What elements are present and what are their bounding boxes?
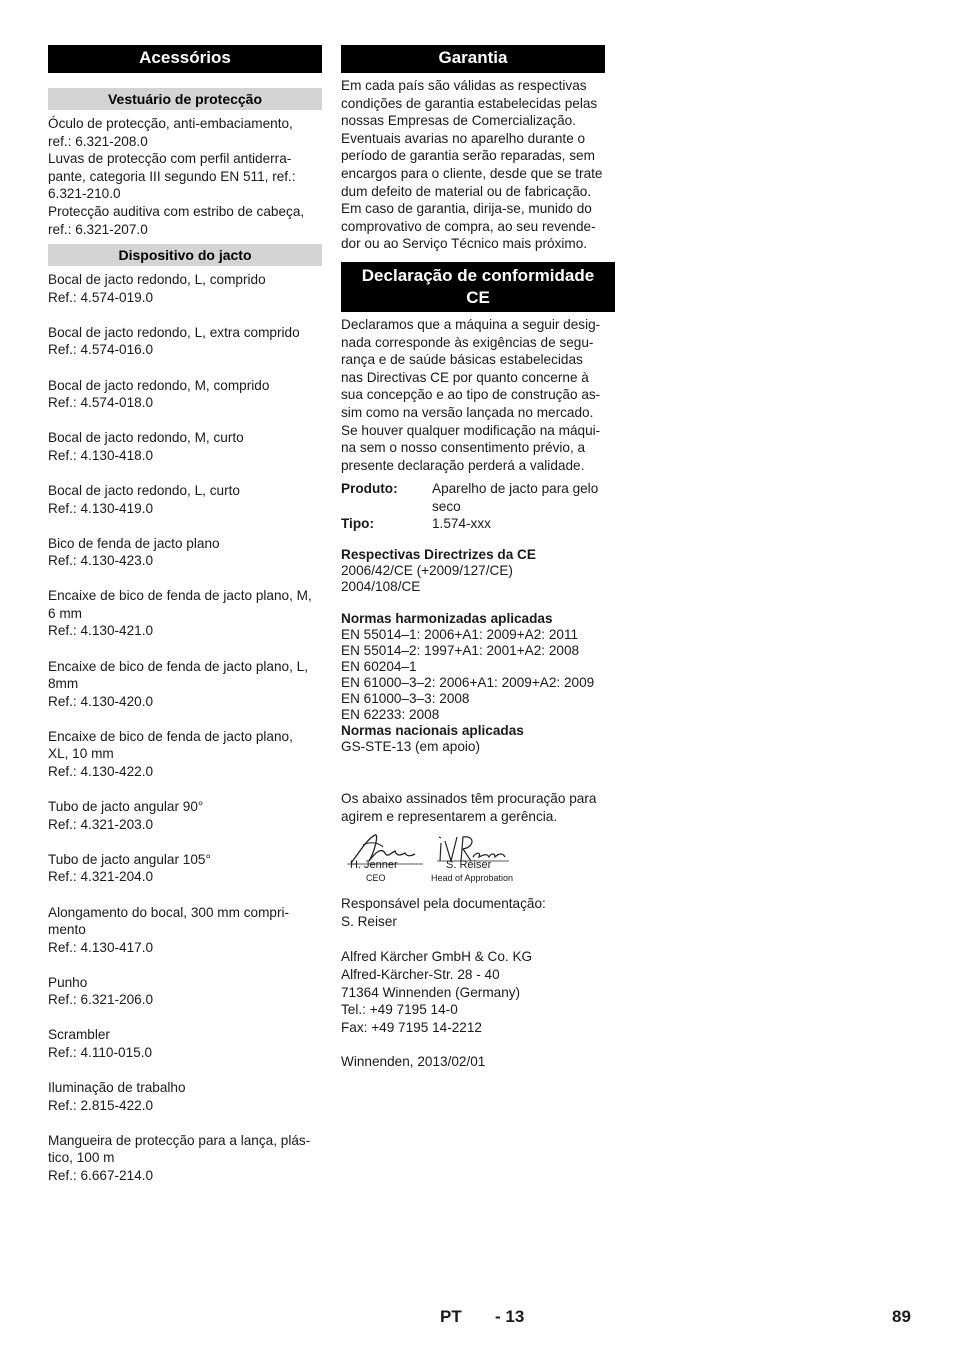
product-value: Aparelho de jacto para gelo seco xyxy=(432,481,599,514)
national-list: GS-STE-13 (em apoio) xyxy=(341,739,481,755)
accessory-item: Bocal de jacto redondo, M, curto Ref.: 4.130-418.0 xyxy=(48,430,244,463)
directives-heading: Respectivas Directrizes da CE xyxy=(341,547,536,563)
jet-device-list xyxy=(48,271,322,1184)
conformity-text: Declaramos que a máquina a seguir desig- nada corresponde às exigências de segu- rança e de saúde básicas estabelecidas nas Directivas CE por quanto concerne à sua concepção e ao tipo de construção as- sim como na versão lançada no mercado. Se houver qualquer modificação na máqui- na sem o nosso consentimento prévio, a presente declaração perderá a validade. xyxy=(341,316,601,473)
documentation-text: Responsável pela documentação: S. Reiser xyxy=(341,896,546,929)
signer2-name: S. Reiser xyxy=(446,859,492,872)
left-column xyxy=(48,45,322,1202)
type-value: 1.574-xxx xyxy=(432,516,491,532)
accessory-item: Encaixe de bico de fenda de jacto plano, L, 8mm Ref.: 4.130-420.0 xyxy=(48,658,308,709)
product-label: Produto: xyxy=(341,481,398,497)
conformity-title: Declaração de conformidade CE xyxy=(341,262,615,312)
type-label: Tipo: xyxy=(341,516,374,532)
protective-clothing-heading: Vestuário de protecção xyxy=(48,88,322,110)
place-date: Winnenden, 2013/02/01 xyxy=(341,1054,486,1070)
accessories-title: Acessórios xyxy=(48,45,322,73)
accessory-item: Mangueira de protecção para a lança, plás- tico, 100 m Ref.: 6.667-214.0 xyxy=(48,1132,311,1184)
protective-clothing-list: Óculo de protecção, anti-embaciamento, ref.: 6.321-208.0 Luvas de protecção com perfil antiderra- pante, categoria III segundo EN 511, ref.: 6.321-210.0 Protecção auditiva com estribo de cabeça, ref.: 6.321-207.0 xyxy=(48,116,305,237)
accessory-item: Bico de fenda de jacto plano Ref.: 4.130-423.0 xyxy=(48,535,220,569)
signatories-text: Os abaixo assinados têm procuração para agirem e representarem a gerência. xyxy=(341,791,597,824)
accessory-item: Bocal de jacto redondo, L, comprido Ref.: 4.574-019.0 xyxy=(48,272,266,305)
standards-block xyxy=(341,611,615,755)
signer2-role: Head of Approbation xyxy=(431,873,514,884)
signer1-name: H. Jenner xyxy=(350,859,398,872)
harmonized-heading: Normas harmonizadas aplicadas xyxy=(341,611,553,627)
jet-device-heading: Dispositivo do jacto xyxy=(48,244,322,266)
directives-block xyxy=(341,547,615,595)
signer1-role: CEO xyxy=(366,873,386,884)
warranty-title: Garantia xyxy=(341,45,605,73)
warranty-text: Em cada país são válidas as respectivas condições de garantia estabelecidas pelas nossas Empresas de Comercialização. Eventuais avarias no aparelho durante o período de garantia serão reparadas, sem encargos para o cliente, desde que se trate dum defeito de material ou de fabricação. Em caso de garantia, dirija-se, munido do comprovativo de compra, ao seu revende- dor ou ao Serviço Técnico mais próximo. xyxy=(341,78,603,252)
accessory-item: Bocal de jacto redondo, M, comprido Ref.: 4.574-018.0 xyxy=(48,377,270,411)
harmonized-list: EN 55014–1: 2006+A1: 2009+A2: 2011 EN 55014–2: 1997+A1: 2001+A2: 2008 EN 60204–1 EN 61000–3–2: 2006+A1: 2009+A2: 2009 EN 61000–3–3: 2008 EN 62233: 2008 xyxy=(341,627,595,723)
signatures xyxy=(341,831,615,893)
accessory-item: Tubo de jacto angular 105° Ref.: 4.321-204.0 xyxy=(48,851,211,885)
company-address: Alfred Kärcher GmbH & Co. KG Alfred-Kärcher-Str. 28 - 40 71364 Winnenden (Germany) Tel.: +49 7195 14-0 Fax: +49 7195 14-2212 xyxy=(341,949,533,1035)
accessory-item: Alongamento do bocal, 300 mm compri- mento Ref.: 4.130-417.0 xyxy=(48,904,290,955)
page-footer xyxy=(0,1306,954,1330)
directives-list: 2006/42/CE (+2009/127/CE) 2004/108/CE xyxy=(341,563,513,595)
footer-section-page: - 13 xyxy=(495,1307,525,1326)
accessory-item: Tubo de jacto angular 90° Ref.: 4.321-203.0 xyxy=(48,799,204,832)
product-spec xyxy=(341,480,615,533)
footer-page-number: 89 xyxy=(892,1307,911,1326)
accessory-item: Encaixe de bico de fenda de jacto plano, XL, 10 mm Ref.: 4.130-422.0 xyxy=(48,728,293,780)
accessory-item: Bocal de jacto redondo, L, curto Ref.: 4.130-419.0 xyxy=(48,482,240,516)
national-heading: Normas nacionais aplicadas xyxy=(341,723,524,739)
accessory-item: Scrambler Ref.: 4.110-015.0 xyxy=(48,1027,153,1061)
accessory-item: Punho Ref.: 6.321-206.0 xyxy=(48,974,154,1008)
accessory-item: Encaixe de bico de fenda de jacto plano, M, 6 mm Ref.: 4.130-421.0 xyxy=(48,588,312,639)
right-column xyxy=(341,45,615,1071)
accessory-item: Bocal de jacto redondo, L, extra comprido Ref.: 4.574-016.0 xyxy=(48,324,300,358)
accessory-item: Iluminação de trabalho Ref.: 2.815-422.0 xyxy=(48,1080,186,1113)
footer-language: PT xyxy=(440,1307,462,1326)
